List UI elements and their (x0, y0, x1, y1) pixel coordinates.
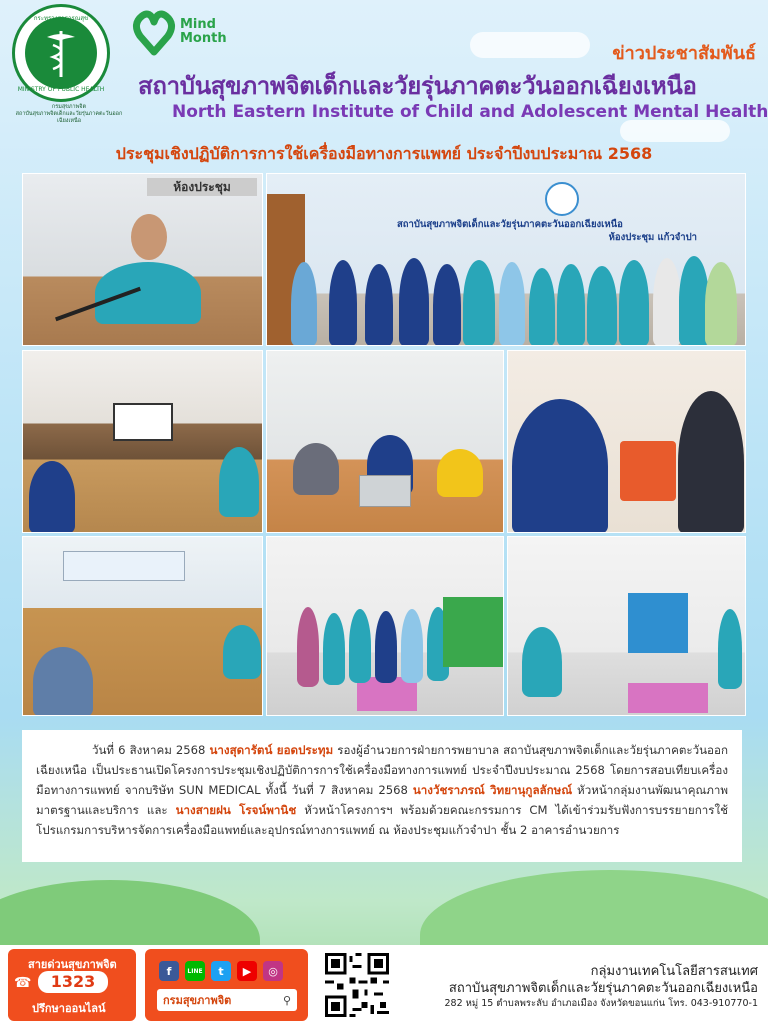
instagram-icon[interactable]: ◎ (263, 961, 283, 981)
institute-title-thai: สถาบันสุขภาพจิตเด็กและวัยรุ่นภาคตะวันออกเฉียงเหนือ (138, 72, 697, 100)
room-banner (397, 218, 697, 244)
hotline-label: สายด่วนสุขภาพจิต (28, 958, 117, 971)
search-box[interactable] (157, 989, 297, 1011)
search-text: กรมสุขภาพจิต (163, 994, 232, 1007)
qr-code[interactable] (325, 953, 389, 1017)
page-header (0, 0, 768, 180)
person (522, 627, 562, 697)
facebook-icon[interactable]: f (159, 961, 179, 981)
youtube-icon[interactable]: ▶ (237, 961, 257, 981)
photo-clinic-group (266, 536, 504, 716)
person (33, 647, 93, 716)
photo-equipment-testing (507, 350, 746, 533)
room-banner-line2: ห้องประชุม แก้วจำปา (608, 232, 697, 243)
page-footer (0, 945, 768, 1024)
photo-group (266, 173, 746, 346)
person (223, 625, 261, 679)
caduceus-icon (25, 17, 97, 89)
play-mat (628, 683, 708, 713)
photo-chairperson (22, 173, 263, 346)
projector-screen (63, 551, 185, 581)
hotline-card[interactable] (8, 949, 136, 1021)
twitter-icon[interactable]: t (211, 961, 231, 981)
hotline-online-consult: ปรึกษาออนไลน์ (32, 1002, 106, 1015)
footer-org-unit: กลุ่มงานเทคโนโลยีสารสนเทศ (590, 964, 758, 979)
ministry-logo-top-text: กระทรวงสาธารณสุข (33, 15, 89, 22)
footer-org-name: สถาบันสุขภาพจิตเด็กและวัยรุ่นภาคตะวันออกเฉียงเหนือ (448, 981, 758, 996)
social-media-card (145, 949, 308, 1021)
department-caption (14, 104, 124, 125)
ministry-logo-bottom-text: MINISTRY OF PUBLIC HEALTH (17, 86, 105, 93)
photo-discussion (266, 350, 504, 533)
news-tag: ข่าวประชาสัมพันธ์ (612, 43, 756, 64)
person-head (131, 214, 167, 260)
ministry-logo (12, 4, 110, 102)
news-body (22, 730, 742, 862)
line-icon[interactable]: LINE (185, 961, 205, 981)
colored-partition (443, 597, 504, 667)
person-name-highlight: นางวัชราภรณ์ วิทยานุกูลลักษณ์ (412, 783, 573, 797)
mind-month-line2: Month (180, 31, 227, 46)
mind-month-logo (132, 8, 227, 56)
person (293, 443, 339, 495)
person-name-highlight: นางสุดารัตน์ ยอดประทุม (209, 743, 334, 757)
person (219, 447, 259, 517)
person (718, 609, 742, 689)
footer-address: 282 หมู่ 15 ตำบลพระลับ อำเภอเมือง จังหวัดขอนแก่น โทร. 043-910770-1 (444, 998, 758, 1009)
phone-icon: ☎ (14, 975, 32, 991)
body-text-segment: รองผู้อำนวยการฝ่ายการพยาบาล สถาบันสุขภาพจิตเด็กและวัยรุ่นภาคตะวันออกเฉียงเหนือ เป็นประธานเปิดโครงการประชุมเชิงปฏิบัติการการใช้เครื่องมือทางการแพทย์ ประจำปีงบประมาณ 2568 โดยการสอบเทียบเครื่องมือทางการแพทย์ จากบริษัท SUN MEDICAL ทั้งนี้ วันที่ 7 สิงหาคม 2568 (36, 743, 728, 797)
colored-partition (628, 593, 688, 653)
news-headline: ประชุมเชิงปฏิบัติการการใช้เครื่องมือทางการแพทย์ ประจำปีงบประมาณ 2568 (115, 144, 653, 163)
person (678, 391, 744, 533)
person (95, 262, 201, 324)
photo-therapy-room (507, 536, 746, 716)
institute-caption: สถาบันสุขภาพจิตเด็กและวัยรุ่นภาคตะวันออกเฉียงเหนือ (15, 111, 123, 124)
footer-contact (445, 963, 759, 1011)
body-text-segment: หัวหน้ากลุ่มงานพัฒนาคุณภาพมาตรฐานและบริการ และ (36, 783, 729, 817)
person (512, 399, 608, 533)
person (29, 461, 75, 533)
person (437, 449, 483, 497)
medical-device (620, 441, 676, 501)
body-text-segment: หัวหน้าโครงการฯ พร้อมด้วยคณะกรรมการ CM ได้เข้าร่วมรับฟังการบรรยายการใช้โปรแกรมการบริหารจัดการเครื่องมือแพทย์และอุปกรณ์ทางการแพทย์ ณ ห้องประชุมแก้วจำปา ชั้น 2 อาคารอำนวยการ (36, 803, 728, 837)
sponsor-logo (545, 182, 579, 216)
room-banner-line1: สถาบันสุขภาพจิตเด็กและวัยรุ่นภาคตะวันออกเฉียงเหนือ (397, 219, 623, 230)
person-name-highlight: นางสายฝน โรจน์พานิช (175, 803, 297, 817)
ribbon-icon (132, 8, 176, 56)
search-icon: ⚲ (282, 993, 291, 1007)
mind-month-line1: Mind (180, 17, 216, 32)
department-name: กรมสุขภาพจิต (51, 104, 87, 110)
photo-meeting-room (22, 350, 263, 533)
presentation-screen (113, 403, 173, 441)
room-sign: ห้องประชุม (147, 178, 257, 196)
hotline-number: 1323 (38, 971, 108, 993)
laptop (359, 475, 411, 507)
institute-title-english: North Eastern Institute of Child and Adolescent Mental Health (172, 102, 768, 122)
body-text-segment: วันที่ 6 สิงหาคม 2568 (92, 743, 210, 757)
photo-lecture-hall (22, 536, 263, 716)
